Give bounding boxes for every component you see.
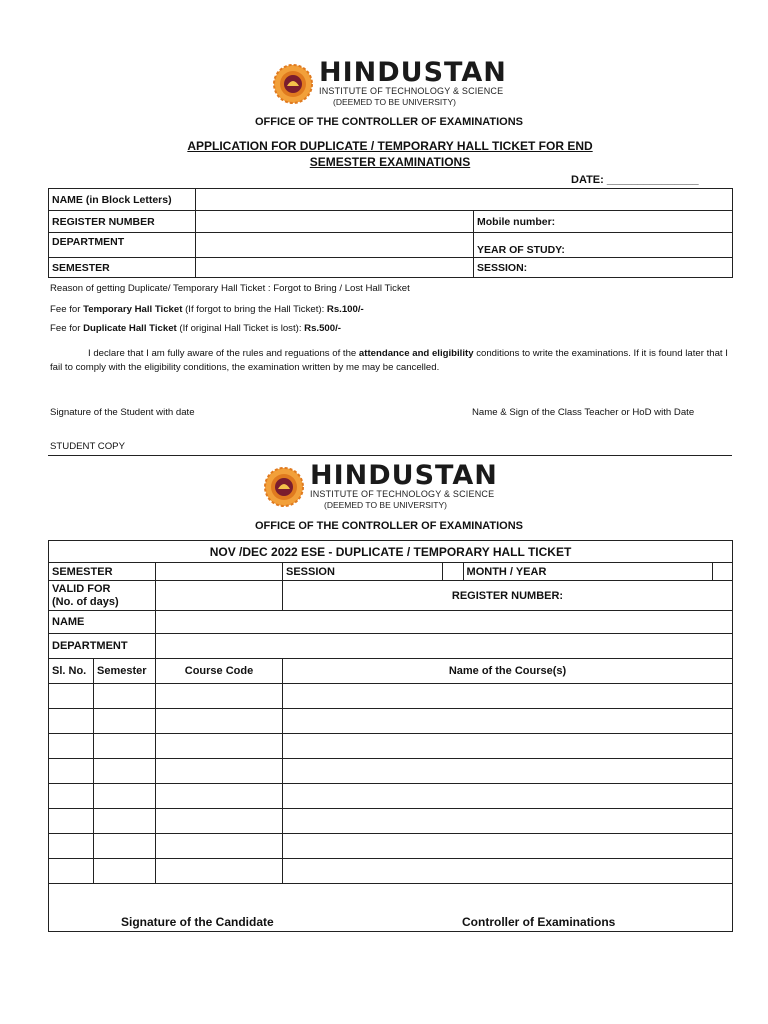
course-cell[interactable] [283,784,733,809]
col-semester: Semester [94,659,156,684]
name-input-cell[interactable] [196,189,733,211]
ticket-name-label: NAME [49,611,156,634]
no-of-days-text: (No. of days) [52,595,119,608]
course-cell[interactable] [283,684,733,709]
ticket-title: NOV /DEC 2022 ESE - DUPLICATE / TEMPORARY HALL TICKET [49,541,733,563]
section-divider [48,455,732,456]
course-cell[interactable] [94,859,156,884]
valid-for-value[interactable] [156,581,283,611]
course-cell[interactable] [94,709,156,734]
institute-logo-bottom [264,460,498,511]
course-row [49,734,733,759]
application-title-line1: APPLICATION FOR DUPLICATE / TEMPORARY HALL TICKET FOR END [187,139,593,153]
logo-line1: INSTITUTE OF TECHNOLOGY & SCIENCE [319,86,504,96]
course-cell[interactable] [49,759,94,784]
office-title: OFFICE OF THE CONTROLLER OF EXAMINATIONS [254,116,524,128]
declaration-part2: conditions to write the examinations. If it is found later that I fail to comply with the eligibility conditions, the examination written by me may be cancelled. [50,348,728,373]
course-cell[interactable] [156,834,283,859]
fee-duplicate-mid: (If original Hall Ticket is lost): [176,323,305,334]
ticket-name-value[interactable] [156,611,733,634]
declaration-text [50,347,730,375]
course-cell[interactable] [49,734,94,759]
fee-duplicate-prefix: Fee for [50,323,84,334]
ticket-semester-value[interactable] [156,563,283,581]
controller-label: Controller of Examinations [462,915,616,929]
logo-name-bottom: HINDUSTAN [310,460,498,491]
hall-ticket-table [48,540,733,932]
logo-line1-bottom: INSTITUTE OF TECHNOLOGY & SCIENCE [310,489,495,499]
course-row [49,684,733,709]
application-form-table [48,188,733,278]
course-cell[interactable] [94,834,156,859]
institute-emblem-icon [273,64,313,104]
course-cell[interactable] [49,684,94,709]
declaration-bold: attendance and eligibility [358,348,474,359]
fee-temporary-amount: Rs.100/- [326,304,364,315]
col-sl-no: Sl. No. [49,659,94,684]
course-row [49,784,733,809]
course-cell[interactable] [94,684,156,709]
semester-label: SEMESTER [49,258,196,278]
course-cell[interactable] [156,809,283,834]
date-field[interactable]: DATE: _______________ [571,174,699,186]
semester-input-cell[interactable] [196,258,474,278]
institute-logo-top [273,57,507,108]
register-number-label[interactable]: REGISTER NUMBER: [283,581,733,611]
session-label[interactable]: SESSION: [474,258,733,278]
fee-temporary-prefix: Fee for [50,304,84,315]
ticket-department-label: DEPARTMENT [49,634,156,659]
course-cell[interactable] [283,759,733,784]
logo-name: HINDUSTAN [319,57,507,88]
course-row [49,834,733,859]
ticket-office-title: OFFICE OF THE CONTROLLER OF EXAMINATIONS [254,520,524,532]
ticket-month-year-value[interactable] [712,563,732,581]
institute-emblem-icon [264,467,304,507]
department-input-cell[interactable] [196,233,474,258]
department-label: DEPARTMENT [49,233,196,258]
course-cell[interactable] [94,759,156,784]
course-cell[interactable] [156,859,283,884]
logo-line2: (DEEMED TO BE UNIVERSITY) [333,97,456,107]
course-row [49,709,733,734]
fee-temporary-mid: (If forgot to bring the Hall Ticket): [182,304,327,315]
valid-for-text: VALID FOR [52,582,111,595]
course-cell[interactable] [156,759,283,784]
fee-duplicate-bold: Duplicate Hall Ticket [83,323,177,334]
declaration-part1: I declare that I am fully aware of the rules and reguations of the [88,348,359,359]
course-row [49,859,733,884]
course-row [49,759,733,784]
ticket-session-label: SESSION [283,563,443,581]
candidate-signature-label: Signature of the Candidate [121,915,274,929]
student-copy-label: STUDENT COPY [50,441,125,452]
course-cell[interactable] [283,709,733,734]
register-number-label: REGISTER NUMBER [49,211,196,233]
course-cell[interactable] [49,709,94,734]
course-cell[interactable] [283,734,733,759]
course-cell[interactable] [49,834,94,859]
register-number-input-cell[interactable] [196,211,474,233]
logo-line2-bottom: (DEEMED TO BE UNIVERSITY) [324,500,447,510]
application-title-line2: SEMESTER EXAMINATIONS [309,155,471,169]
teacher-signature-label: Name & Sign of the Class Teacher or HoD with Date [472,407,695,418]
course-cell[interactable] [94,734,156,759]
col-course-code: Course Code [156,659,283,684]
course-cell[interactable] [156,709,283,734]
course-cell[interactable] [94,809,156,834]
ticket-session-value[interactable] [443,563,463,581]
course-cell[interactable] [49,809,94,834]
course-cell[interactable] [156,784,283,809]
col-course-name: Name of the Course(s) [283,659,733,684]
mobile-number-label[interactable]: Mobile number: [474,211,733,233]
valid-for-label [49,581,156,611]
fee-duplicate [50,323,341,334]
course-cell[interactable] [94,784,156,809]
fee-duplicate-amount: Rs.500/- [304,323,341,334]
reason-text: Reason of getting Duplicate/ Temporary Hall Ticket : Forgot to Bring / Lost Hall Ticket [50,283,410,294]
student-signature-label: Signature of the Student with date [50,407,195,418]
course-cell[interactable] [49,784,94,809]
course-cell[interactable] [49,859,94,884]
course-row [49,809,733,834]
course-cell[interactable] [283,859,733,884]
name-label: NAME (in Block Letters) [49,189,196,211]
year-of-study-label[interactable]: YEAR OF STUDY: [474,233,733,258]
course-cell[interactable] [156,684,283,709]
ticket-semester-label: SEMESTER [49,563,156,581]
course-cell[interactable] [283,834,733,859]
course-cell[interactable] [283,809,733,834]
ticket-department-value[interactable] [156,634,733,659]
fee-temporary-bold: Temporary Hall Ticket [83,304,183,315]
ticket-month-year-label: MONTH / YEAR [463,563,712,581]
course-cell[interactable] [156,734,283,759]
fee-temporary [50,304,364,315]
signature-row [49,884,733,932]
